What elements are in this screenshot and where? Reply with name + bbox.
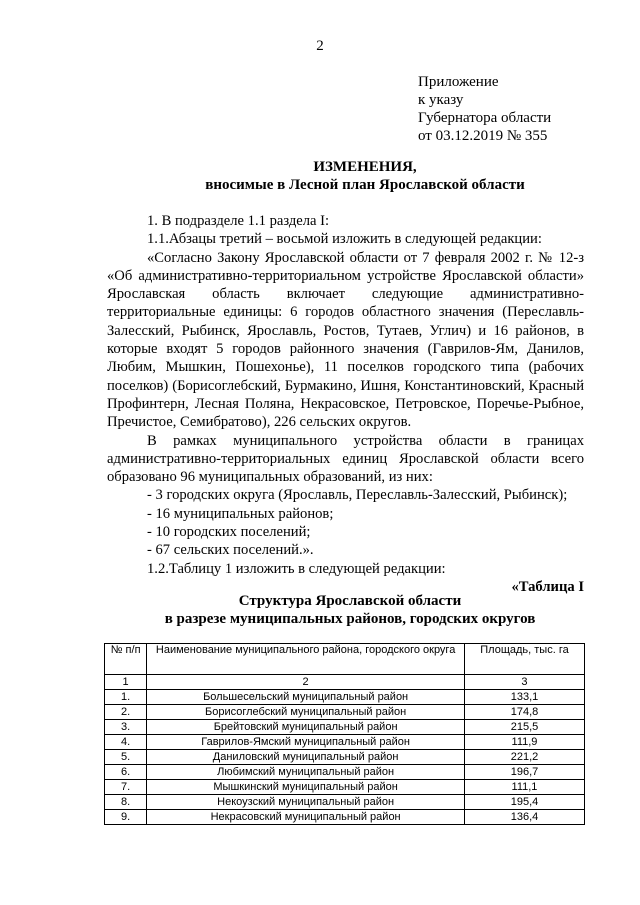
column-header-name: Наименование муниципального района, городского округа [147, 644, 465, 675]
row-number-cell: 6. [105, 765, 147, 780]
list-item: - 3 городских округа (Ярославль, Переславль-Залесский, Рыбинск); [147, 487, 568, 504]
paragraph: 1. В подразделе 1.1 раздела I: [147, 213, 330, 229]
area-cell: 215,5 [464, 720, 584, 735]
appendix-block [418, 73, 551, 145]
column-header-number: № п/п [105, 644, 147, 675]
table-row [105, 780, 585, 795]
appendix-line: к указу [418, 92, 464, 108]
numbering-cell: 1 [105, 675, 147, 690]
list-item: - 16 муниципальных районов; [147, 505, 334, 522]
numbering-cell: 3 [464, 675, 584, 690]
area-cell: 196,7 [464, 765, 584, 780]
district-name-cell: Гаврилов-Ямский муниципальный район [147, 735, 465, 750]
column-header-area: Площадь, тыс. га [464, 644, 584, 675]
area-cell: 111,1 [464, 780, 584, 795]
district-name-cell: Большесельский муниципальный район [147, 690, 465, 705]
district-name-cell: Мышкинский муниципальный район [147, 780, 465, 795]
paragraph: 1.1.Абзацы третий – восьмой изложить в следующей редакции: [147, 231, 542, 248]
table-row [105, 750, 585, 765]
area-cell: 174,8 [464, 705, 584, 720]
row-number-cell: 8. [105, 795, 147, 810]
list-item: - 67 сельских поселений.». [147, 542, 314, 559]
row-number-cell: 2. [105, 705, 147, 720]
table-row [105, 795, 585, 810]
numbering-cell: 2 [147, 675, 465, 690]
row-number-cell: 5. [105, 750, 147, 765]
table-label: «Таблица I [511, 578, 584, 595]
district-name-cell: Некрасовский муниципальный район [147, 810, 465, 825]
appendix-line: Губернатора области [418, 110, 552, 126]
table-row [105, 765, 585, 780]
table-row [105, 735, 585, 750]
table-title-line: в разрезе муниципальных районов, городских округов [164, 611, 536, 627]
appendix-line: от 03.12.2019 № 355 [418, 128, 548, 144]
table-row [105, 690, 585, 705]
area-cell: 195,4 [464, 795, 584, 810]
title-line: вносимые в Лесной план Ярославской области [205, 177, 525, 193]
district-name-cell: Борисоглебский муниципальный район [147, 705, 465, 720]
table-row [105, 810, 585, 825]
table-row [105, 720, 585, 735]
list-item: - 10 городских поселений; [147, 524, 311, 541]
page-number: 2 [316, 38, 324, 54]
paragraph: В рамках муниципального устройства области в границах административно-территориальных единиц Ярославской области всего образовано 96 муниципальных образований, из них: [107, 432, 584, 486]
row-number-cell: 7. [105, 780, 147, 795]
appendix-line: Приложение [418, 74, 499, 90]
district-name-cell: Даниловский муниципальный район [147, 750, 465, 765]
document-body [107, 212, 584, 596]
paragraph: «Согласно Закону Ярославской области от 7 февраля 2002 г. № 12-з «Об административно-территориальном устройстве Ярославской области» Ярославская область включает следующие административно-территориальные единицы: 6 городов областного значения (Переславль-Залесский, Рыбинск, Ярославль, Ростов, Тутаев, Углич) и 16 районов, в которые входят 5 городов районного значения (Гаврилов-Ям, Данилов, Любим, Мышкин, Пошехонье), 11 поселков городского типа (рабочих поселков) (Борисоглебский, Бурмакино, Ишня, Константиновский, Красный Профинтерн, Лесная Поляна, Некрасовское, Петровское, Поречье-Рыбное, Пречистое, Семибратово), 226 сельских округов. [107, 249, 584, 431]
table-numbering-row [105, 675, 585, 690]
area-cell: 133,1 [464, 690, 584, 705]
district-name-cell: Брейтовский муниципальный район [147, 720, 465, 735]
title-line: ИЗМЕНЕНИЯ, [313, 159, 417, 175]
document-title [0, 158, 640, 194]
table-title [0, 592, 640, 628]
district-name-cell: Любимский муниципальный район [147, 765, 465, 780]
area-cell: 136,4 [464, 810, 584, 825]
area-cell: 111,9 [464, 735, 584, 750]
area-cell: 221,2 [464, 750, 584, 765]
row-number-cell: 1. [105, 690, 147, 705]
table-title-line: Структура Ярославской области [238, 593, 462, 609]
table-row [105, 705, 585, 720]
row-number-cell: 9. [105, 810, 147, 825]
paragraph: 1.2.Таблицу 1 изложить в следующей редакции: [147, 560, 446, 577]
row-number-cell: 3. [105, 720, 147, 735]
districts-table [104, 643, 585, 825]
district-name-cell: Некоузский муниципальный район [147, 795, 465, 810]
table-header-row [105, 644, 585, 675]
row-number-cell: 4. [105, 735, 147, 750]
